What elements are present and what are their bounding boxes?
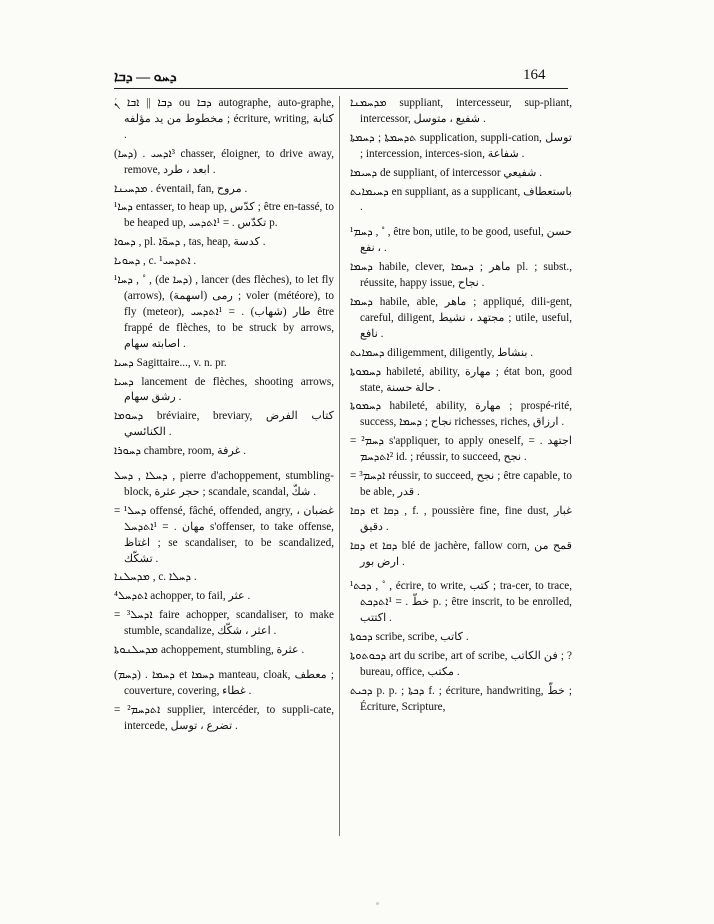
entry: ܡܕܚܠܢܘܬܐ achoppement, stumbling, عثرة . <box>114 644 305 657</box>
left-column <box>114 96 334 738</box>
entry: ܕܚܡܐ habile, clever, ماهر ; ܕܚܡܐ pl. ; subst., réussite, happy issue, نجاح . <box>350 261 572 290</box>
entry: (ܕܚܡ) . ܕܚܡܐ et ܕܚܡܐ manteau, cloak, معطف ; couverture, covering, غطاء . <box>114 669 335 697</box>
entry: ܕܒܐ || ܐܒܐ ܢܿ ou ܕܒܐ autographe, auto-graphe, مخطوط من يد مؤلفه ; écriture, writing, كتابة . <box>114 97 334 141</box>
entry: ܕܩܐ et ܕܩܐ blé de jachère, fallow corn, قمح من ارض بور . <box>350 539 572 568</box>
entry: ¹ܕܚܐ entasser, to heap up, كدّس ; être en-tassé, to be heaped up, تكدّس . = ¹ܐܬܕܚܝ p. <box>114 201 335 230</box>
entry: ܕܚܝܡܐܝܬ en suppliant, as a supplicant, باستعطاف . <box>350 185 572 214</box>
entry: ܬܕܚܡܬܐ ; ܕܚܡܬܐ supplication, suppli-cation, توسل ; intercession, interces-sion, شفاعة . <box>350 131 572 160</box>
entry: ܕܚܡܐ habile, able, ماهر ; appliqué, dili-gent, careful, diligent, مجتهد ، نشيط ; utile, useful, نافع . <box>350 295 572 340</box>
entry: ܕܚܠܐ , ܕܚܠ , pierre d'achoppement, stumbling-block, حجر عثرة ; scandale, scandal, شكّ . <box>114 470 334 498</box>
entry: ¹ܕܚܐ , ˚ , (de ܕܚܐ) , lancer (des flèches), to let fly (arrows), رمى (اسهمة) ; voler (météore), to fly (meteor), طار (شهاب) . = ¹ܐܬܕܚܝ être frappé de flèches, to be struck by arrows, اصابته سهام . <box>114 274 334 350</box>
entry: ⁴ܐܬܕܚܠ achopper, to fail, عثر . <box>114 590 251 603</box>
entry: ܕܚܝܡܐ de suppliant, of intercessor شفيعي . <box>350 166 543 179</box>
column-divider <box>339 96 340 836</box>
entry: ܕܚܝܐ lancement de flèches, shooting arrows, رشق سهام . <box>114 375 334 404</box>
header-rule <box>114 88 568 89</box>
entry: ܕܚܘܡܐ bréviaire, breviary, كتاب الفرض الكنائسي . <box>114 410 334 439</box>
entry: = ¹ܕܚܠ offensé, fâché, offended, angry, غضبان ، مهان . = ¹ܐܬܕܚܠ s'offenser, to take offense, اغتاظ ; se scandaliser, to be scandalized, تشكّك . <box>114 504 334 565</box>
entry: ܡܕܚܡܢܐ suppliant, intercesseur, sup-pliant, intercessor, شفيع ، متوسل . <box>350 97 572 125</box>
entry: = ²ܐܬܕܚܡ supplier, intercéder, to suppli-cate, intercede, تضرع ، توسل . <box>114 703 334 732</box>
page-speck <box>376 902 379 905</box>
entry: ܕܟܘܬܘܬܐ art du scribe, art of scribe, فن الكاتب ; ? bureau, office, مكتب . <box>350 650 573 678</box>
entry: ܕܚܡܐܝܬ diligemment, diligently, بنشاط . <box>350 346 534 359</box>
entry: ܕܚܘܝܐ , c. ¹ܐܬܕܚܝ . <box>114 255 197 268</box>
entry: ¹ܕܚܡ , ˚ , être bon, utile, to be good, useful, حسن ، نفع . <box>350 226 572 255</box>
entry: ܡܕܚܝܢܐ . éventail, fan, مروح . <box>114 182 248 195</box>
entry: ܕܩܐ et ܕܩܐ , f. , poussière fine, fine dust, غبار دقيق . <box>350 504 573 533</box>
entry: ܕܚܘܪܐ chambre, room, غرفة . <box>114 445 247 458</box>
entry: = ³ܐܕܚܠ faire achopper, scandaliser, to make stumble, scandalize, اعثر ، شكّك . <box>114 609 334 638</box>
entry: ܕܚܡܘܬܐ habileté, ability, مهارة ; prospé-rité, success, نجاح ; ܕܚܡܐ richesses, riches, ارزاق . <box>350 400 572 429</box>
entry: ܕܚܝܐ Sagittaire..., v. n. pr. <box>114 356 227 369</box>
entry: ܕܚܡܘܬܐ habileté, ability, مهارة ; état bon, good state, حالة حسنة . <box>350 365 572 394</box>
entry: ܕܟܝܬ p. p. ; ܕܟܬܐ f. ; écriture, handwriting, خطّ ; Écriture, Scripture, <box>350 684 573 713</box>
entry: ܡܕܚܠܢܐ , c. ܕܚܠܐ . <box>114 571 197 584</box>
entry: ܕܟܘܬܐ scribe, scribe, كاتب . <box>350 631 469 644</box>
running-head: ܕܚܘ — ܕܒܐ <box>114 70 177 85</box>
entry: = ²ܕܚܡ s'appliquer, to apply oneself, اجتهد . = ²ܐܬܕܚܡ id. ; réussir, to succeed, نجح . <box>350 435 572 464</box>
entry: ܕܚܘܐ , pl. ܕܚܘ̈ܐ , tas, heap, كدسة . <box>114 236 266 249</box>
page-number: 164 <box>523 67 546 83</box>
entry: = ³ܐܕܚܡ réussir, to succeed, نجح ; être capable, to be able, قدر . <box>350 470 573 498</box>
entry: (ܕܚܐ) . ³ܐܕܚܝ chasser, éloigner, to drive away, remove, ابعد ، طرد . <box>114 147 334 176</box>
entry: ¹ܕܟܬ , ˚ , écrire, to write, كتب ; tra-cer, to trace, خطّ . = ¹ܐܬܕܟܬ p. ; être inscrit, to be enrolled, اكتتب . <box>350 580 573 625</box>
right-column <box>350 96 572 719</box>
